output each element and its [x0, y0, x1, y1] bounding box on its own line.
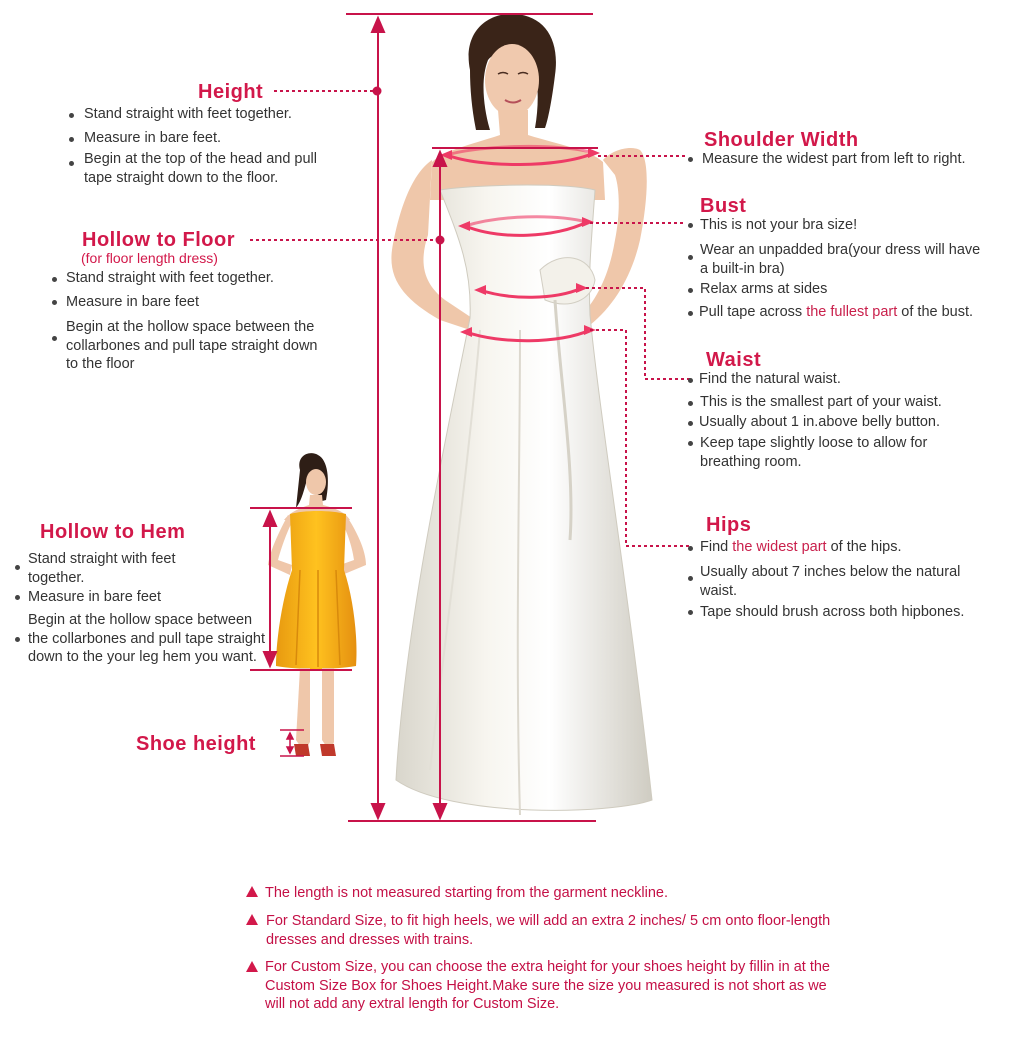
note-1: The length is not measured starting from the garment neckline. — [265, 885, 668, 901]
hollow-to-floor-subtitle: (for floor length dress) — [81, 250, 218, 266]
shoulder-width-item-1: Measure the widest part from left to right. — [702, 151, 966, 167]
waist-item-4: Keep tape slightly loose to allow for breathing room. — [700, 435, 928, 470]
note-3: For Custom Size, you can choose the extra height for your shoes height by fillin in at the Custom Size Box for Shoes Height.Make sure the size you measured is not short as we will not add any extral length for Custom Size. — [265, 959, 830, 1012]
hollow-to-floor-item-1: Stand straight with feet together. — [66, 270, 274, 286]
bullet-dot-icon — [688, 157, 693, 162]
bullet-dot-icon — [15, 595, 20, 600]
bullet-dot-icon — [688, 546, 693, 551]
bullet-dot-icon — [688, 311, 693, 316]
model-figure-small — [268, 453, 366, 756]
warning-triangle-icon — [246, 886, 258, 897]
bullet-dot-icon — [688, 401, 693, 406]
bust-item-1: This is not your bra size! — [700, 217, 858, 233]
hips-item-1-after: of the hips. — [826, 539, 902, 555]
bullet-dot-icon — [688, 223, 693, 228]
hips-item-1-before: Find — [700, 539, 733, 555]
waist-item-2: This is the smallest part of your waist. — [700, 394, 942, 410]
height-item-1: Stand straight with feet together. — [84, 106, 292, 122]
model-figure-large — [391, 14, 652, 815]
height-leader-dot — [373, 87, 382, 96]
bullet-dot-icon — [52, 277, 57, 282]
bullet-dot-icon — [15, 565, 20, 570]
short-dress — [276, 511, 357, 669]
bust-item-4-highlight: the fullest part — [806, 304, 898, 320]
bullet-dot-icon — [688, 288, 693, 293]
note-2: For Standard Size, to fit high heels, we will add an extra 2 inches/ 5 cm onto floor-length dresses and dresses with trains. — [266, 913, 831, 948]
hips-item-1 — [700, 538, 902, 557]
warning-triangle-icon — [246, 914, 258, 925]
height-item-3: Begin at the top of the head and pull tape straight down to the floor. — [84, 151, 317, 186]
bullet-dot-icon — [688, 441, 693, 446]
hips-item-1-highlight: the widest part — [732, 539, 827, 555]
hollow-to-floor-item-2: Measure in bare feet — [66, 294, 199, 310]
hollow-to-hem-item-2: Measure in bare feet — [28, 589, 161, 605]
bullet-dot-icon — [688, 378, 693, 383]
bullet-dot-icon — [52, 300, 57, 305]
height-item-2: Measure in bare feet. — [84, 130, 222, 146]
bullet-dot-icon — [688, 421, 693, 426]
bust-item-4 — [699, 303, 973, 322]
face — [485, 44, 539, 116]
hollow-to-floor-item-3: Begin at the hollow space between the collarbones and pull tape straight down to the floor — [66, 319, 318, 372]
waist-item-3: Usually about 1 in.above belly button. — [699, 414, 941, 430]
bullet-dot-icon — [15, 637, 20, 642]
hips-item-2: Usually about 7 inches below the natural waist. — [700, 564, 961, 599]
waist-item-1: Find the natural waist. — [699, 371, 841, 387]
bullet-dot-icon — [52, 336, 57, 341]
bust-item-2: Wear an unpadded bra(your dress will have a built-in bra) — [700, 242, 981, 277]
bust-item-3: Relax arms at sides — [700, 281, 828, 297]
waist-title: Waist — [706, 349, 762, 371]
bullet-dot-icon — [688, 576, 693, 581]
bullet-dot-icon — [69, 161, 74, 166]
hips-item-3: Tape should brush across both hipbones. — [700, 604, 965, 620]
bust-item-4-after: of the bust. — [897, 304, 974, 320]
hollow-to-hem-item-3: Begin at the hollow space between the collarbones and pull tape straight down to the your leg hem you want. — [28, 612, 265, 665]
bullet-dot-icon — [688, 255, 693, 260]
hollow-to-hem-item-1: Stand straight with feet together. — [28, 551, 176, 586]
hollow-floor-leader-dot — [436, 236, 445, 245]
hips-title: Hips — [706, 514, 752, 536]
bullet-dot-icon — [69, 137, 74, 142]
hollow-to-hem-title: Hollow to Hem — [40, 521, 186, 543]
shoe-height-title: Shoe height — [136, 733, 256, 755]
shoulder-width-title: Shoulder Width — [704, 129, 859, 151]
bust-title: Bust — [700, 195, 747, 217]
height-title: Height — [198, 81, 264, 103]
warning-triangle-icon — [246, 961, 258, 972]
bust-item-4-before: Pull tape across — [699, 304, 807, 320]
bullet-dot-icon — [688, 610, 693, 615]
hollow-to-floor-title: Hollow to Floor — [82, 229, 236, 251]
bullet-dot-icon — [69, 113, 74, 118]
